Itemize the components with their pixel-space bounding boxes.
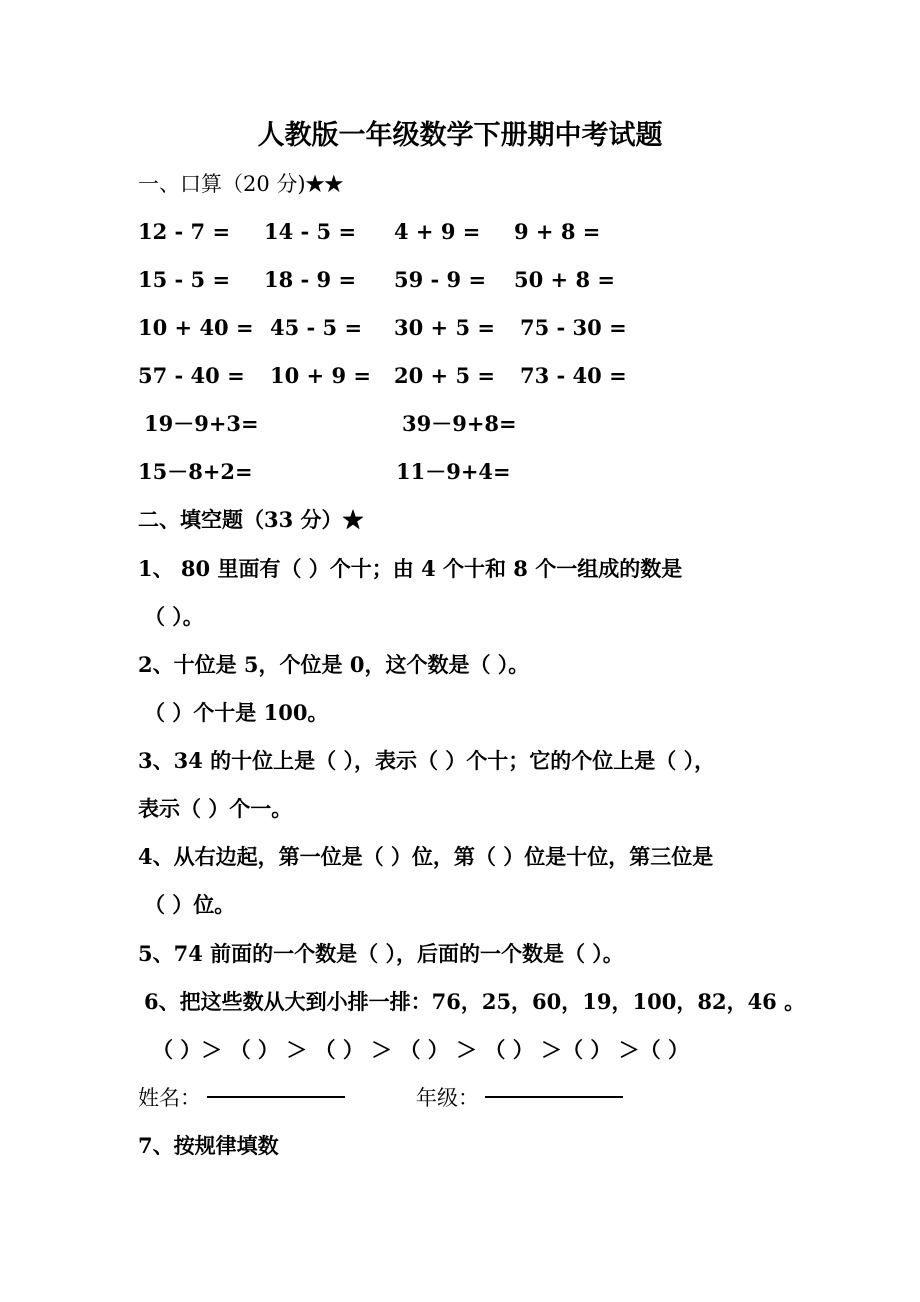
section-1-heading — [138, 164, 343, 204]
problem: 50 + 8 = — [514, 267, 615, 292]
problem: 9 + 8 = — [514, 219, 601, 244]
problem: 73 - 40 = — [520, 363, 627, 388]
section-1-heading-text: 一、口算（20 分) — [138, 172, 306, 196]
grade-label: 年级： — [416, 1086, 479, 1110]
question-4-line-1: 4、从右边起，第一位是（ ）位，第（ ）位是十位，第三位是 — [138, 844, 714, 869]
question-4-line-2: （ ）位。 — [144, 892, 236, 917]
question-3-line-2: 表示（ ）个一。 — [138, 796, 293, 821]
question-1-line-1: 1、 80 里面有（ ）个十；由 4 个十和 8 个一组成的数是 — [138, 556, 683, 581]
section-2-heading-text: 二、填空题（33 分） — [138, 507, 343, 532]
name-label: 姓名： — [138, 1086, 201, 1110]
question-1-line-2: （ ）。 — [144, 604, 204, 629]
problem: 19－9+3= — [144, 411, 259, 436]
question-2-line-2: （ ）个十是 100。 — [144, 700, 329, 725]
problem: 57 - 40 = — [138, 363, 245, 388]
problem: 18 - 9 = — [264, 267, 357, 292]
name-blank[interactable] — [207, 1096, 345, 1098]
question-6: 6、把这些数从大到小排一排：76，25，60，19，100，82，46 。 — [144, 989, 806, 1014]
question-2-line-1: 2、十位是 5，个位是 0，这个数是（ ）。 — [138, 652, 530, 677]
problem: 10 + 9 = — [270, 363, 371, 388]
grade-field[interactable] — [416, 1078, 623, 1118]
problem: 20 + 5 = — [394, 363, 495, 388]
problem: 45 - 5 = — [270, 315, 363, 340]
question-6-blanks: （ ）＞ （ ） ＞ （ ） ＞ （ ） ＞ （ ） ＞（ ） ＞（ ） — [152, 1037, 689, 1062]
problem: 11－9+4= — [396, 459, 511, 484]
problem: 12 - 7 = — [138, 219, 231, 244]
page-title: 人教版一年级数学下册期中考试题 — [257, 120, 663, 151]
section-2-heading — [138, 500, 364, 540]
question-3-line-1: 3、34 的十位上是（ ），表示（ ）个十；它的个位上是（ ）， — [138, 748, 716, 773]
problem: 15 - 5 = — [138, 267, 231, 292]
problem: 75 - 30 = — [520, 315, 627, 340]
problem: 39－9+8= — [402, 411, 517, 436]
question-7: 7、按规律填数 — [138, 1133, 279, 1158]
grade-blank[interactable] — [485, 1096, 623, 1098]
problem: 30 + 5 = — [394, 315, 495, 340]
problem: 15－8+2= — [138, 459, 253, 484]
question-5: 5、74 前面的一个数是（ ），后面的一个数是（ ）。 — [138, 941, 624, 966]
difficulty-stars: ★★ — [305, 171, 344, 196]
name-field[interactable] — [138, 1078, 345, 1118]
problem: 10 + 40 = — [138, 315, 254, 340]
problem: 14 - 5 = — [264, 219, 357, 244]
problem: 4 + 9 = — [394, 219, 481, 244]
difficulty-stars: ★ — [342, 507, 364, 532]
problem: 59 - 9 = — [394, 267, 487, 292]
